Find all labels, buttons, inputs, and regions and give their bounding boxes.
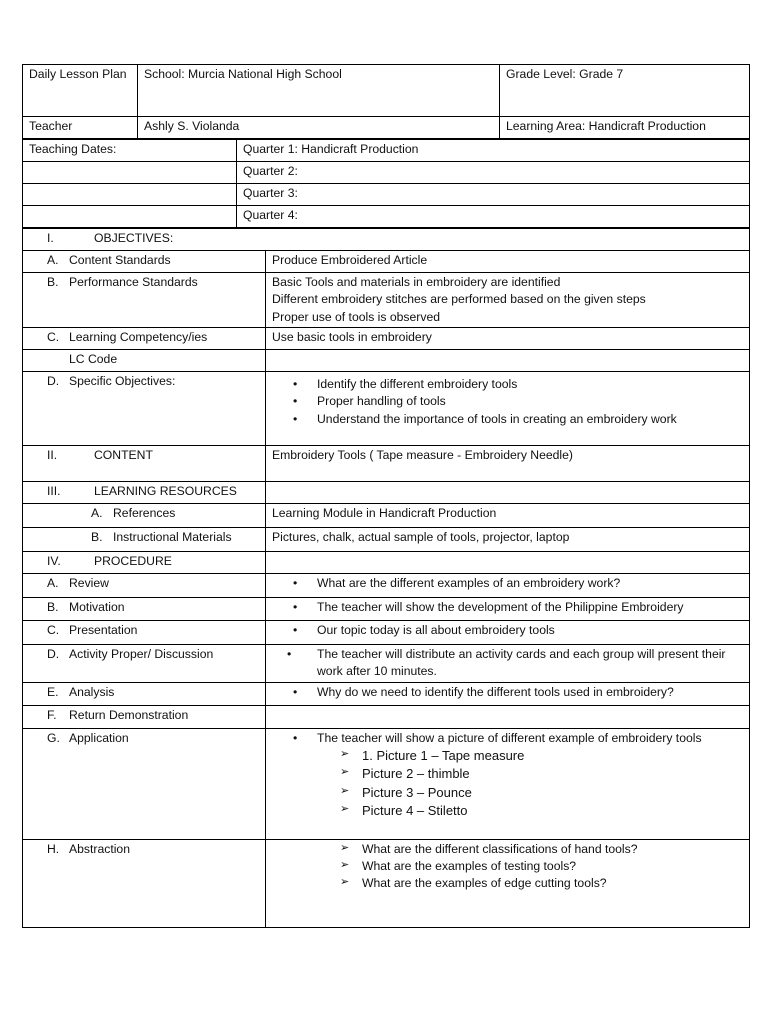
row-label: Instructional Materials: [113, 529, 232, 544]
learning-area-cell: Learning Area: Handicraft Production: [500, 117, 750, 139]
section-title: CONTENT: [94, 447, 153, 462]
table-row: G. Application • The teacher will show a picture of different example of embroidery tools ➢ 1. Picture 1 – Tape measure ➢ Picture 2 – thimble ➢ Picture 3 – Pounce ➢ Picture 4 – Stiletto: [23, 728, 750, 839]
section-title: LEARNING RESOURCES: [94, 483, 237, 498]
row-value: [266, 349, 750, 371]
list-item: • What are the different examples of an embroidery work?: [317, 575, 743, 592]
list-item: ➢ What are the different classifications of hand tools?: [362, 841, 743, 858]
list-item: ➢ Picture 3 – Pounce: [362, 784, 743, 802]
list-item: ➢ Picture 4 – Stiletto: [362, 802, 743, 820]
bullet-list: [272, 376, 743, 428]
row-label: Activity Proper/ Discussion: [69, 646, 214, 661]
row-label: Abstraction: [69, 841, 130, 856]
quarter-1: Quarter 1: Handicraft Production: [237, 140, 750, 162]
header-table: [22, 64, 750, 139]
blank-cell: [23, 206, 237, 228]
section-number: I.: [47, 231, 54, 245]
list-item: ➢ Picture 2 – thimble: [362, 765, 743, 783]
row-value: [266, 371, 750, 445]
section-title: PROCEDURE: [94, 553, 172, 568]
row-value: Use basic tools in embroidery: [266, 327, 750, 349]
list-item: • Why do we need to identify the different tools used in embroidery?: [317, 684, 743, 701]
table-row: A. Content Standards Produce Embroidered Article: [23, 251, 750, 273]
procedure-row: IV. PROCEDURE: [23, 551, 750, 573]
table-row: D. Specific Objectives: • Identify the different embroidery tools • Proper handling of tools • Understand the importance of tools in creating an embroidery work: [23, 371, 750, 445]
teacher-label: Teacher: [23, 117, 138, 139]
list-item: ➢ 1. Picture 1 – Tape measure: [362, 747, 743, 765]
content-row: II. CONTENT Embroidery Tools ( Tape measure - Embroidery Needle): [23, 445, 750, 481]
table-row: H. Abstraction ➢ What are the different classifications of hand tools? ➢ What are the examples of testing tools? ➢ What are the examples of edge cutting tools?: [23, 839, 750, 927]
row-label: Motivation: [69, 599, 125, 614]
table-row: E. Analysis • Why do we need to identify the different tools used in embroidery?: [23, 682, 750, 705]
row-label: Learning Competency/ies: [69, 329, 208, 344]
table-row: A. Review • What are the different examples of an embroidery work?: [23, 573, 750, 597]
quarter-2: Quarter 2:: [237, 162, 750, 184]
table-row: B. Performance Standards Basic Tools and materials in embroidery are identified Different embroidery stitches are performed based on the given steps Proper use of tools is observed: [23, 273, 750, 328]
table-row: B. Instructional Materials Pictures, chalk, actual sample of tools, projector, laptop: [23, 527, 750, 551]
quarter-3: Quarter 3:: [237, 184, 750, 206]
list-item: • Our topic today is all about embroidery tools: [317, 622, 743, 639]
list-item: ➢ What are the examples of edge cutting tools?: [362, 875, 743, 892]
blank-cell: [23, 162, 237, 184]
teaching-dates-label: Teaching Dates:: [23, 140, 237, 162]
table-row: [23, 349, 750, 371]
table-row: A. References Learning Module in Handicraft Production: [23, 503, 750, 527]
row-label: Specific Objectives:: [69, 373, 176, 388]
row-value: Pictures, chalk, actual sample of tools, projector, laptop: [266, 527, 750, 551]
row-label: Performance Standards: [69, 275, 198, 289]
list-item: • Understand the importance of tools in creating an embroidery work: [317, 411, 743, 428]
row-label: Application: [69, 730, 129, 745]
row-value: Basic Tools and materials in embroidery are identified Different embroidery stitches are performed based on the given steps Proper use of tools is observed: [266, 273, 750, 328]
list-item: • The teacher will show a picture of different example of embroidery tools: [317, 730, 743, 747]
quarter-4: Quarter 4:: [237, 206, 750, 228]
resources-row: III. LEARNING RESOURCES: [23, 481, 750, 503]
list-item: • The teacher will show the development of the Philippine Embroidery: [317, 599, 743, 616]
table-row: C. Learning Competency/ies Use basic tools in embroidery: [23, 327, 750, 349]
list-item: • Identify the different embroidery tools: [317, 376, 743, 393]
row-label: Analysis: [69, 684, 115, 699]
table-row: B. Motivation • The teacher will show the development of the Philippine Embroidery: [23, 597, 750, 620]
doc-title: Daily Lesson Plan: [23, 65, 138, 117]
table-row: C. Presentation • Our topic today is all about embroidery tools: [23, 620, 750, 644]
table-row: F. Return Demonstration: [23, 705, 750, 728]
school-cell: School: Murcia National High School: [138, 65, 500, 117]
row-label: Presentation: [69, 622, 138, 637]
arrow-list: [272, 841, 743, 893]
row-value: Learning Module in Handicraft Production: [266, 503, 750, 527]
grade-level-cell: Grade Level: Grade 7: [500, 65, 750, 117]
row-label: References: [113, 505, 176, 520]
row-label: Review: [69, 575, 109, 590]
row-label: Content Standards: [69, 253, 171, 267]
teaching-dates-table: [22, 139, 750, 228]
row-value: Produce Embroidered Article: [266, 251, 750, 273]
list-item: • Proper handling of tools: [317, 393, 743, 410]
list-item: • The teacher will distribute an activity cards and each group will present their work after 10 minutes.: [311, 646, 743, 681]
arrow-list: [272, 747, 743, 821]
table-row: D. Activity Proper/ Discussion • The teacher will distribute an activity cards and each group will present their work after 10 minutes.: [23, 644, 750, 682]
row-value: Embroidery Tools ( Tape measure - Embroidery Needle): [266, 445, 750, 481]
teacher-name: Ashly S. Violanda: [138, 117, 500, 139]
lesson-plan-table: [22, 228, 750, 928]
blank-cell: [23, 184, 237, 206]
section-title: OBJECTIVES:: [94, 231, 174, 245]
list-item: ➢ What are the examples of testing tools?: [362, 858, 743, 875]
row-label: LC Code: [69, 351, 118, 366]
objectives-row: [23, 229, 750, 251]
row-label: Return Demonstration: [69, 707, 189, 722]
